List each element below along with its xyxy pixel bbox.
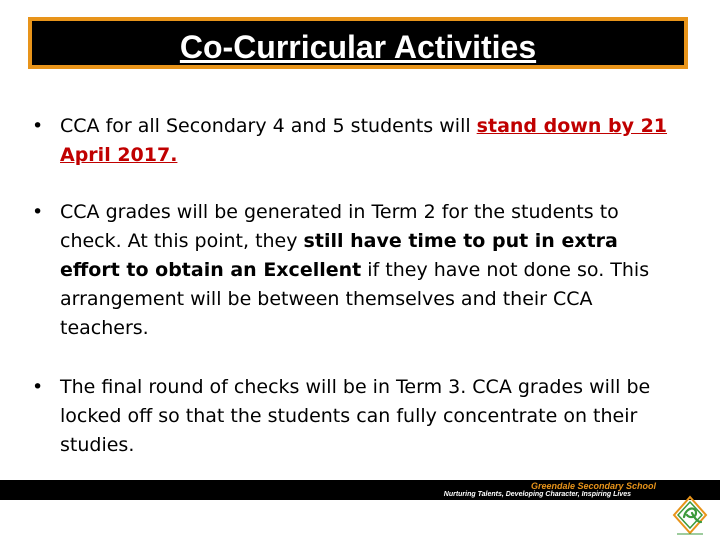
bullet-item	[32, 112, 672, 170]
title-banner	[28, 17, 688, 69]
school-name: Greendale Secondary School	[530, 481, 656, 491]
school-logo-icon	[668, 493, 712, 537]
school-tagline: Nurturing Talents, Developing Character, Inspiring Lives	[443, 491, 631, 498]
bullet-text: CCA for all Secondary 4 and 5 students will	[60, 115, 477, 137]
slide-title: Co-Curricular Activities	[179, 29, 537, 65]
emphasis-text: still have time to put in extra effort to obtain an Excellent	[60, 230, 618, 281]
bullet-text: The final round of checks will be in Term 3. CCA grades will be locked off so that the students can fully concentrate on their studies.	[60, 376, 651, 456]
footer-bar	[0, 480, 720, 500]
bullet-item	[32, 198, 672, 343]
bullet-text: CCA grades will be generated in Term 2 for the students to check.	[60, 201, 619, 252]
bullet-text: if they have not done so. This arrangement will be between themselves and their CCA teachers.	[60, 259, 650, 339]
bullet-text: At this point, they	[127, 230, 304, 252]
bullet-item	[32, 373, 672, 460]
bullet-list	[32, 112, 672, 460]
deadline-text: stand down by 21 April 2017.	[60, 115, 668, 166]
